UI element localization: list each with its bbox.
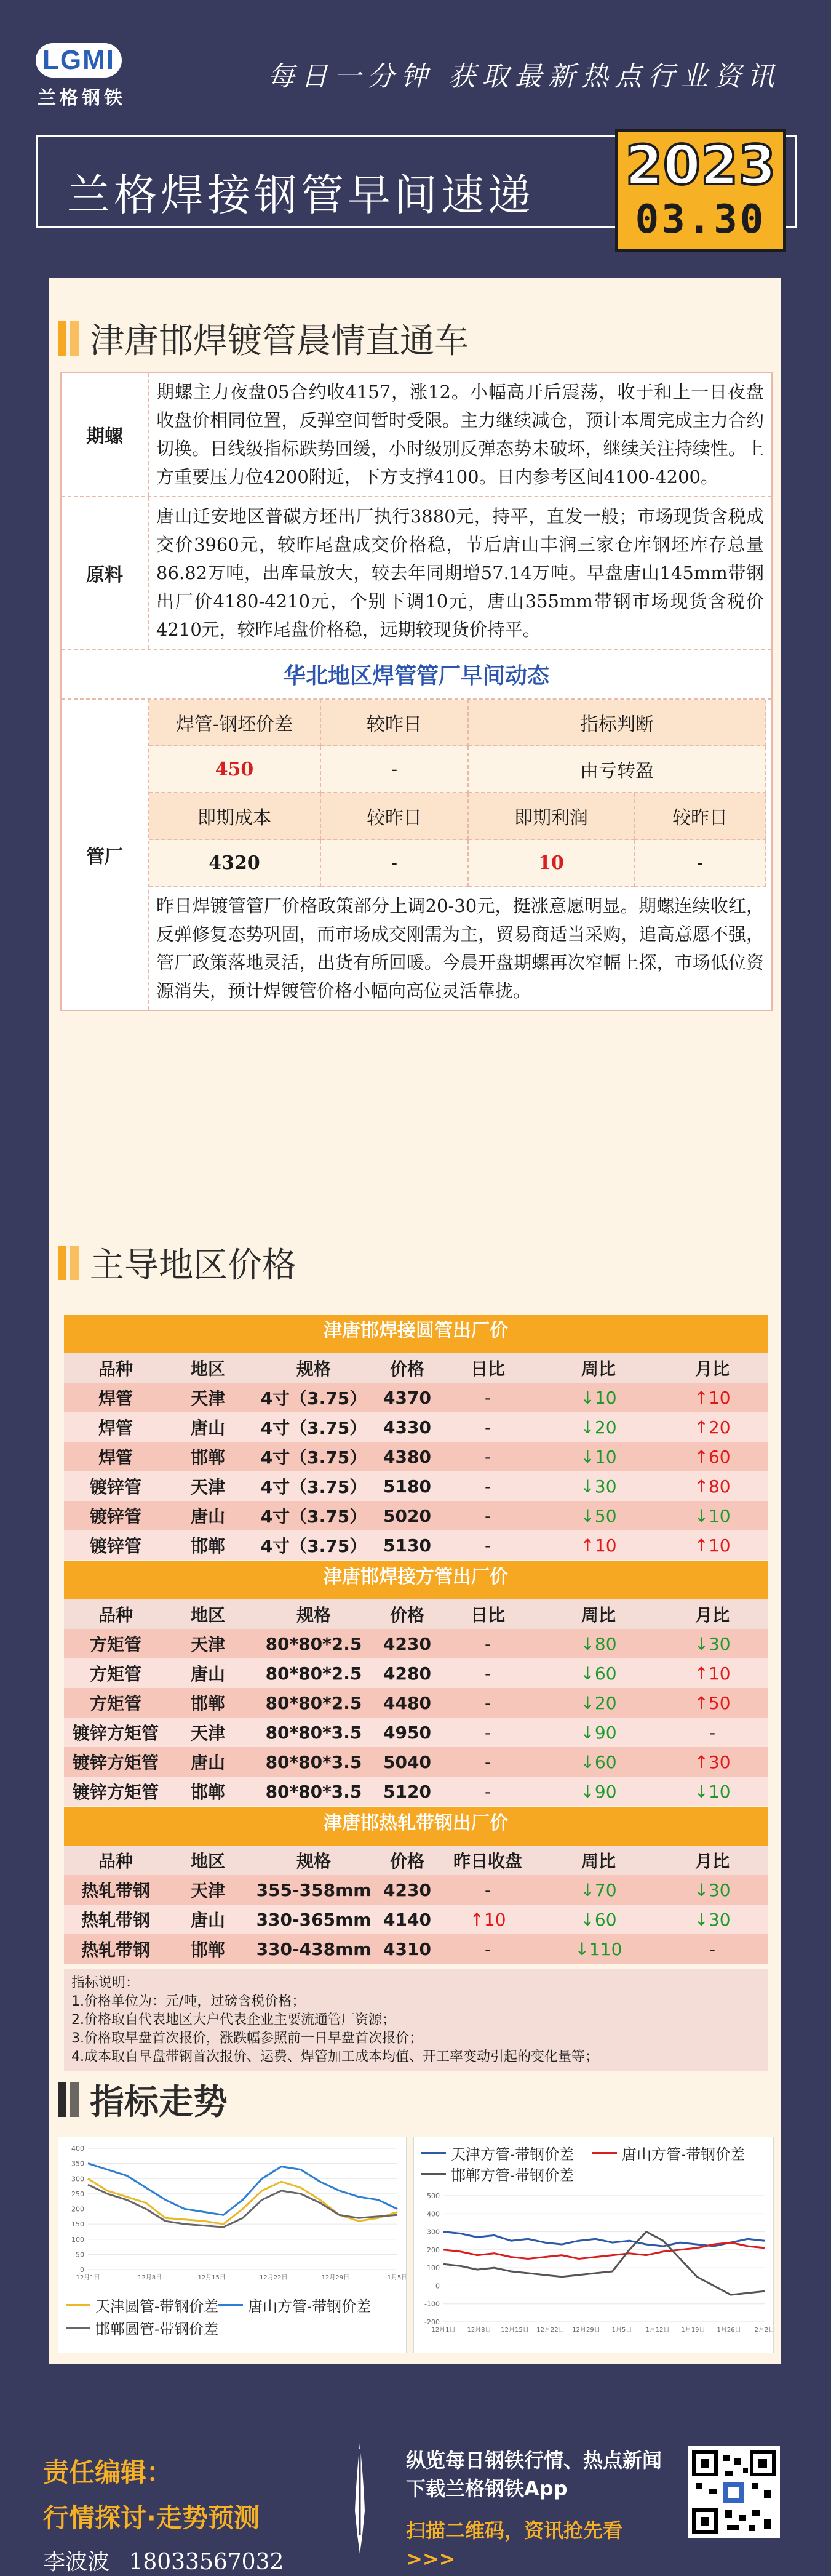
editor-contact: 李波波 18033567032 bbox=[43, 2550, 284, 2575]
cell-week: ↓90 bbox=[580, 1781, 617, 1802]
x-tick-label: 1月5日 bbox=[387, 2274, 406, 2281]
x-tick-label: 12月8日 bbox=[138, 2274, 162, 2281]
table-row bbox=[64, 1718, 768, 1747]
price-table-square-pipe bbox=[64, 1561, 768, 1806]
cell-month: ↓30 bbox=[694, 1909, 731, 1930]
cell-region: 邯郸 bbox=[190, 1694, 225, 1714]
cell-spec: 4寸（3.75） bbox=[260, 1477, 367, 1497]
cell-spec: 80*80*2.5 bbox=[265, 1633, 362, 1654]
heading-accent bbox=[58, 321, 66, 356]
cell-product: 焊管 bbox=[98, 1447, 133, 1468]
cell-spec: 80*80*2.5 bbox=[265, 1663, 362, 1684]
y-tick-label: 500 bbox=[427, 2192, 440, 2200]
cell-month: ↑50 bbox=[694, 1692, 731, 1713]
cell-day: - bbox=[484, 1692, 491, 1713]
x-tick-label: 12月8日 bbox=[467, 2327, 491, 2334]
cell-price: 4230 bbox=[383, 1879, 431, 1900]
table-row bbox=[64, 1688, 768, 1718]
section-heading-morning bbox=[58, 314, 469, 363]
heading-accent bbox=[70, 1246, 79, 1280]
x-tick-label: 1月12日 bbox=[645, 2327, 670, 2334]
cell-week: ↓30 bbox=[580, 1476, 617, 1497]
y-tick-label: 300 bbox=[71, 2175, 84, 2183]
cell-month: - bbox=[709, 1938, 716, 1959]
cell-month: ↓30 bbox=[694, 1633, 731, 1654]
cell-price: 4370 bbox=[383, 1387, 431, 1408]
grid-header: 较昨日 bbox=[635, 793, 766, 840]
cell-product: 热轧带钢 bbox=[81, 1910, 150, 1930]
table-row bbox=[64, 1777, 768, 1806]
page-title: 兰格焊接钢管早间速递 bbox=[67, 170, 535, 220]
cell-price: 5020 bbox=[383, 1505, 431, 1526]
price-table-strip-steel bbox=[64, 1807, 768, 1964]
cell-day: - bbox=[484, 1505, 491, 1526]
table-header-row bbox=[64, 1599, 768, 1629]
section-title: 指标走势 bbox=[90, 2082, 228, 2122]
cell-product: 焊管 bbox=[98, 1388, 133, 1409]
date-badge bbox=[615, 129, 786, 252]
cell-region: 唐山 bbox=[190, 1506, 225, 1527]
legend-label: 邯郸方管-带钢价差 bbox=[451, 2167, 575, 2184]
spread-value: 450 bbox=[149, 746, 321, 793]
cell-product: 镀锌管 bbox=[89, 1477, 141, 1497]
legend-swatch bbox=[218, 2304, 243, 2306]
x-tick-label: 1月26日 bbox=[717, 2327, 741, 2334]
cell-region: 天津 bbox=[190, 1388, 225, 1409]
cell-spec: 330-365mm bbox=[256, 1909, 372, 1930]
column-header: 价格 bbox=[389, 1605, 424, 1625]
grid-header: 即期利润 bbox=[469, 793, 635, 840]
cell-price: 4310 bbox=[383, 1938, 431, 1959]
scan-arrows: >>> bbox=[406, 2547, 456, 2570]
column-header: 地区 bbox=[190, 1851, 225, 1871]
cell-day: - bbox=[484, 1938, 491, 1959]
cell-week: ↓60 bbox=[580, 1909, 617, 1930]
cell-region: 天津 bbox=[190, 1634, 225, 1655]
x-tick-label: 12月15日 bbox=[197, 2274, 226, 2281]
table-row bbox=[64, 1658, 768, 1688]
cell-week: ↓20 bbox=[580, 1692, 617, 1713]
cell-day: ↑10 bbox=[469, 1909, 506, 1930]
cell-price: 5130 bbox=[383, 1535, 431, 1556]
x-tick-label: 2月2日 bbox=[754, 2327, 773, 2334]
notes-box bbox=[64, 1969, 768, 2071]
cell-product: 方矩管 bbox=[89, 1694, 141, 1714]
heading-accent bbox=[58, 2082, 66, 2117]
legend-swatch bbox=[421, 2152, 446, 2154]
column-header: 日比 bbox=[470, 1605, 505, 1625]
cell-spec: 80*80*3.5 bbox=[265, 1781, 362, 1802]
cell-month: ↑10 bbox=[694, 1535, 731, 1556]
y-tick-label: 100 bbox=[427, 2264, 440, 2273]
indicator-judgment: 由亏转盈 bbox=[469, 746, 766, 793]
cell-spec: 4寸（3.75） bbox=[260, 1388, 367, 1409]
profit-change: - bbox=[635, 840, 766, 887]
column-header: 周比 bbox=[581, 1359, 616, 1379]
legend-swatch bbox=[421, 2173, 446, 2175]
table-row bbox=[64, 1934, 768, 1964]
mill-content bbox=[149, 700, 771, 1010]
editor-label: 责任编辑： bbox=[43, 2457, 173, 2487]
legend-label: 唐山方管-带钢价差 bbox=[622, 2146, 746, 2163]
spread-change: - bbox=[321, 746, 469, 793]
qr-code-graphic bbox=[688, 2446, 780, 2538]
y-tick-label: 400 bbox=[427, 2210, 440, 2218]
x-tick-label: 12月22日 bbox=[260, 2274, 288, 2281]
x-tick-label: 12月22日 bbox=[536, 2327, 565, 2334]
grid-header: 较昨日 bbox=[321, 700, 469, 746]
x-tick-label: 12月29日 bbox=[321, 2274, 350, 2281]
column-header: 规格 bbox=[296, 1359, 331, 1379]
heading-accent bbox=[70, 321, 79, 356]
cell-price: 4380 bbox=[383, 1446, 431, 1467]
y-tick-label: 100 bbox=[71, 2235, 84, 2244]
table-title: 津唐邯焊接圆管出厂价 bbox=[64, 1315, 768, 1353]
cell-month: - bbox=[709, 1722, 716, 1743]
cell-region: 唐山 bbox=[190, 1418, 225, 1438]
column-header: 价格 bbox=[389, 1359, 424, 1379]
legend-label: 天津方管-带钢价差 bbox=[451, 2146, 575, 2163]
legend-label: 唐山方管-带钢价差 bbox=[248, 2298, 372, 2315]
cell-region: 唐山 bbox=[190, 1664, 225, 1684]
cell-product: 镀锌管 bbox=[89, 1506, 141, 1527]
table-row bbox=[64, 1412, 768, 1442]
cell-price: 4330 bbox=[383, 1417, 431, 1438]
row-label: 管厂 bbox=[62, 700, 149, 1010]
cell-product: 镀锌方矩管 bbox=[72, 1782, 159, 1802]
x-tick-label: 1月5日 bbox=[611, 2327, 632, 2334]
grid-header: 较昨日 bbox=[321, 793, 469, 840]
cell-day: - bbox=[484, 1417, 491, 1438]
cell-product: 镀锌方矩管 bbox=[72, 1753, 159, 1773]
mill-sub-title: 华北地区焊管管厂早间动态 bbox=[283, 663, 549, 689]
cell-price: 4140 bbox=[383, 1909, 431, 1930]
column-header: 周比 bbox=[581, 1851, 616, 1871]
logo-mark: LGMI bbox=[36, 43, 122, 78]
cell-spec: 330-438mm bbox=[256, 1938, 372, 1959]
y-tick-label: 50 bbox=[76, 2250, 84, 2259]
trend-label: 行情探讨·走势预测 bbox=[43, 2503, 260, 2533]
grid-header: 指标判断 bbox=[469, 700, 766, 746]
legend-swatch bbox=[592, 2152, 617, 2154]
cell-month: ↑10 bbox=[694, 1387, 731, 1408]
cell-week: ↓10 bbox=[580, 1446, 617, 1467]
trend-chart-left bbox=[58, 2137, 407, 2353]
cell-region: 唐山 bbox=[190, 1910, 225, 1930]
column-header: 月比 bbox=[694, 1851, 730, 1871]
cell-region: 天津 bbox=[190, 1723, 225, 1743]
cell-spec: 4寸（3.75） bbox=[260, 1418, 367, 1438]
legend-item bbox=[421, 2142, 574, 2164]
cell-day: - bbox=[484, 1476, 491, 1497]
cell-spec: 80*80*2.5 bbox=[265, 1692, 362, 1713]
table-title: 津唐邯热轧带钢出厂价 bbox=[64, 1807, 768, 1846]
y-tick-label: -200 bbox=[424, 2318, 440, 2326]
y-tick-label: -100 bbox=[424, 2300, 440, 2308]
note-line: 指标说明： bbox=[71, 1975, 140, 1991]
y-tick-label: 250 bbox=[71, 2190, 84, 2198]
cell-region: 邯郸 bbox=[190, 1782, 225, 1802]
y-tick-label: 350 bbox=[71, 2159, 84, 2168]
legend-item bbox=[421, 2163, 574, 2185]
cell-region: 邯郸 bbox=[190, 1536, 225, 1556]
app-line-1: 纵览每日钢铁行情、热点新闻 bbox=[406, 2449, 662, 2472]
column-header: 地区 bbox=[190, 1605, 225, 1625]
table-row bbox=[64, 1501, 768, 1530]
cell-week: ↓10 bbox=[580, 1387, 617, 1408]
cell-price: 5180 bbox=[383, 1476, 431, 1497]
scan-line: 扫描二维码，资讯抢先看 bbox=[406, 2519, 623, 2542]
cell-month: ↓10 bbox=[694, 1505, 731, 1526]
cell-day: - bbox=[484, 1446, 491, 1467]
column-header: 月比 bbox=[694, 1605, 730, 1625]
legend-item bbox=[592, 2142, 745, 2164]
column-header: 品种 bbox=[98, 1359, 133, 1379]
price-table-round-pipe bbox=[64, 1315, 768, 1560]
column-header: 品种 bbox=[98, 1851, 133, 1871]
report-row-mill bbox=[62, 700, 771, 1010]
cell-spec: 4寸（3.75） bbox=[260, 1447, 367, 1468]
cell-region: 天津 bbox=[190, 1881, 225, 1901]
y-tick-label: 150 bbox=[71, 2220, 84, 2229]
table-title: 津唐邯焊接方管出厂价 bbox=[64, 1561, 768, 1599]
legend-swatch bbox=[66, 2327, 90, 2329]
column-header: 价格 bbox=[389, 1851, 424, 1871]
cell-spec: 80*80*3.5 bbox=[265, 1751, 362, 1772]
cell-product: 热轧带钢 bbox=[81, 1881, 150, 1901]
note-line: 4.成本取自早盘带钢首次报价、运费、焊管加工成本均值、开工率变动引起的变化量等； bbox=[71, 2049, 598, 2065]
table-row bbox=[64, 1442, 768, 1471]
column-header: 规格 bbox=[296, 1605, 331, 1625]
legend-swatch bbox=[66, 2304, 90, 2306]
series-line bbox=[443, 2242, 765, 2258]
y-tick-label: 200 bbox=[71, 2205, 84, 2214]
cell-month: ↑10 bbox=[694, 1663, 731, 1684]
cell-product: 热轧带钢 bbox=[81, 1940, 150, 1960]
table-row bbox=[64, 1875, 768, 1905]
cell-spec: 355-358mm bbox=[256, 1879, 372, 1900]
logo-cn-text: 兰格钢铁 bbox=[38, 87, 126, 109]
cell-month: ↑60 bbox=[694, 1446, 731, 1467]
cell-region: 邯郸 bbox=[190, 1447, 225, 1468]
series-line bbox=[88, 2164, 397, 2215]
cell-month: ↑80 bbox=[694, 1476, 731, 1497]
date-month-day: 03.30 bbox=[635, 197, 766, 242]
legend-item bbox=[218, 2294, 371, 2316]
column-header: 品种 bbox=[98, 1605, 133, 1625]
cell-week: ↓60 bbox=[580, 1751, 617, 1772]
cell-product: 方矩管 bbox=[89, 1664, 141, 1684]
y-tick-label: 400 bbox=[71, 2145, 84, 2153]
cell-month: ↓30 bbox=[694, 1879, 731, 1900]
row-label: 原料 bbox=[62, 497, 149, 649]
column-header: 规格 bbox=[296, 1851, 331, 1871]
y-tick-label: 300 bbox=[427, 2228, 440, 2236]
y-tick-label: 0 bbox=[80, 2266, 84, 2274]
cell-region: 邯郸 bbox=[190, 1940, 225, 1960]
cell-month: ↑20 bbox=[694, 1417, 731, 1438]
footer-editor bbox=[43, 2452, 284, 2576]
x-tick-label: 12月15日 bbox=[501, 2327, 529, 2334]
cell-day: - bbox=[484, 1751, 491, 1772]
section-heading-prices bbox=[58, 1238, 296, 1287]
table-row bbox=[64, 1383, 768, 1412]
cell-spec: 80*80*3.5 bbox=[265, 1722, 362, 1743]
app-line-2: 下载兰格钢铁App bbox=[406, 2477, 568, 2500]
section-heading-trends bbox=[58, 2075, 228, 2124]
mill-indicator-grid bbox=[149, 700, 771, 887]
slogan: 每日一分钟 获取最新热点行业资讯 bbox=[268, 61, 781, 92]
cell-spec: 4寸（3.75） bbox=[260, 1506, 367, 1527]
column-header: 日比 bbox=[470, 1359, 505, 1379]
date-year: 2023 bbox=[625, 134, 776, 197]
table-header-row bbox=[64, 1846, 768, 1875]
x-tick-label: 12月1日 bbox=[431, 2327, 456, 2334]
content-panel bbox=[49, 278, 781, 2364]
cell-week: ↓60 bbox=[580, 1663, 617, 1684]
note-line: 2.价格取自代表地区大户代表企业主要流通管厂资源； bbox=[71, 2012, 396, 2028]
table-row bbox=[64, 1530, 768, 1560]
cell-region: 天津 bbox=[190, 1477, 225, 1497]
cell-month: ↓10 bbox=[694, 1781, 731, 1802]
x-tick-label: 1月19日 bbox=[681, 2327, 706, 2334]
cell-spec: 4寸（3.75） bbox=[260, 1536, 367, 1556]
table-row bbox=[64, 1747, 768, 1777]
cell-price: 4950 bbox=[383, 1722, 431, 1743]
cell-month: ↑30 bbox=[694, 1751, 731, 1772]
brand-logo bbox=[36, 43, 128, 111]
morning-report-table bbox=[60, 372, 773, 1011]
cell-price: 4480 bbox=[383, 1692, 431, 1713]
legend-item bbox=[66, 2317, 218, 2338]
x-tick-label: 12月1日 bbox=[76, 2274, 100, 2281]
legend-label: 邯郸圆管-带钢价差 bbox=[95, 2321, 219, 2338]
table-row bbox=[64, 1905, 768, 1934]
report-row-raw bbox=[62, 497, 771, 650]
cell-week: ↓70 bbox=[580, 1879, 617, 1900]
cell-day: - bbox=[484, 1535, 491, 1556]
x-tick-label: 12月29日 bbox=[572, 2327, 600, 2334]
footer-app-promo bbox=[406, 2446, 662, 2573]
heading-accent bbox=[70, 2082, 79, 2117]
mill-text: 昨日焊镀管管厂价格政策部分上调20-30元，挺涨意愿明显。期螺连续收红，反弹修复态势巩固，而市场成交刚需为主，贸易商适当采购，追高意愿不强，管厂政策落地灵活，出货有所回暖。今晨开盘期螺再次窄幅上探，市场低位资源消失，预计焊镀管价格小幅向高位灵活靠拢。 bbox=[156, 895, 764, 1001]
section-title: 津唐邯焊镀管晨情直通车 bbox=[90, 321, 469, 361]
grid-header: 焊管-钢坯价差 bbox=[149, 700, 321, 746]
y-tick-label: 200 bbox=[427, 2246, 440, 2254]
cell-region: 唐山 bbox=[190, 1753, 225, 1773]
cell-product: 镀锌管 bbox=[89, 1536, 141, 1556]
heading-accent bbox=[58, 1246, 66, 1280]
cell-week: ↓110 bbox=[575, 1938, 622, 1959]
legend-label: 天津圆管-带钢价差 bbox=[95, 2298, 219, 2315]
section-title: 主导地区价格 bbox=[90, 1246, 296, 1286]
table-row bbox=[64, 1471, 768, 1501]
table-row bbox=[64, 1629, 768, 1658]
column-header: 地区 bbox=[190, 1359, 225, 1379]
cell-product: 方矩管 bbox=[89, 1634, 141, 1655]
series-line bbox=[88, 2185, 397, 2227]
cell-day: - bbox=[484, 1879, 491, 1900]
cell-day: - bbox=[484, 1722, 491, 1743]
cell-day: - bbox=[484, 1781, 491, 1802]
cell-product: 焊管 bbox=[98, 1418, 133, 1438]
table-header-row bbox=[64, 1353, 768, 1383]
cost-value: 4320 bbox=[149, 840, 321, 887]
grid-header: 即期成本 bbox=[149, 793, 321, 840]
qr-code-icon[interactable] bbox=[688, 2446, 780, 2538]
row-label: 期螺 bbox=[62, 373, 149, 496]
report-row-mill-title bbox=[62, 650, 771, 700]
cell-week: ↓80 bbox=[580, 1633, 617, 1654]
column-header: 月比 bbox=[694, 1359, 730, 1379]
cell-week: ↓90 bbox=[580, 1722, 617, 1743]
y-tick-label: 0 bbox=[435, 2282, 440, 2290]
cell-price: 5040 bbox=[383, 1751, 431, 1772]
cell-day: - bbox=[484, 1663, 491, 1684]
cell-day: - bbox=[484, 1387, 491, 1408]
cell-day: - bbox=[484, 1633, 491, 1654]
cell-product: 镀锌方矩管 bbox=[72, 1723, 159, 1743]
cost-change: - bbox=[321, 840, 469, 887]
cell-price: 4230 bbox=[383, 1633, 431, 1654]
trend-chart-right bbox=[413, 2137, 774, 2353]
futures-text: 期螺主力夜盘05合约收4157，涨12。小幅高开后震荡，收于和上一日夜盘收盘价相同位置，反弹空间暂时受限。主力继续减仓，预计本周完成主力合约切换。日线级指标跌势回缓，小时级别反弹态势未破坏，继续关注持续性。上方重要压力位4200附近，下方支撑4100。日内参考区间4100-4200。 bbox=[156, 382, 764, 487]
note-line: 1.价格单位为：元/吨，过磅含税价格； bbox=[71, 1994, 306, 2009]
legend-item bbox=[66, 2294, 218, 2316]
column-header: 昨日收盘 bbox=[453, 1851, 522, 1871]
cell-price: 5120 bbox=[383, 1781, 431, 1802]
note-line: 3.价格取早盘首次报价，涨跌幅参照前一日早盘首次报价； bbox=[71, 2031, 423, 2046]
column-header: 周比 bbox=[581, 1605, 616, 1625]
cell-week: ↑10 bbox=[580, 1535, 617, 1556]
raw-material-text: 唐山迁安地区普碳方坯出厂执行3880元，持平，直发一般；市场现货含税成交价3960元，较昨尾盘成交价格稳，节后唐山丰润三家仓库钢坯库存总量86.82万吨，出库量放大，较去年同期增57.14万吨。早盘唐山145mm带钢出厂价4180-4210元，个别下调10元，唐山355mm带钢市场现货含税价4210元，较昨尾盘价格稳，远期较现货价持平。 bbox=[156, 506, 764, 640]
pen-icon bbox=[341, 2443, 378, 2554]
cell-price: 4280 bbox=[383, 1663, 431, 1684]
cell-week: ↓20 bbox=[580, 1417, 617, 1438]
cell-week: ↓50 bbox=[580, 1505, 617, 1526]
report-row-futures bbox=[62, 373, 771, 497]
profit-value: 10 bbox=[469, 840, 635, 887]
